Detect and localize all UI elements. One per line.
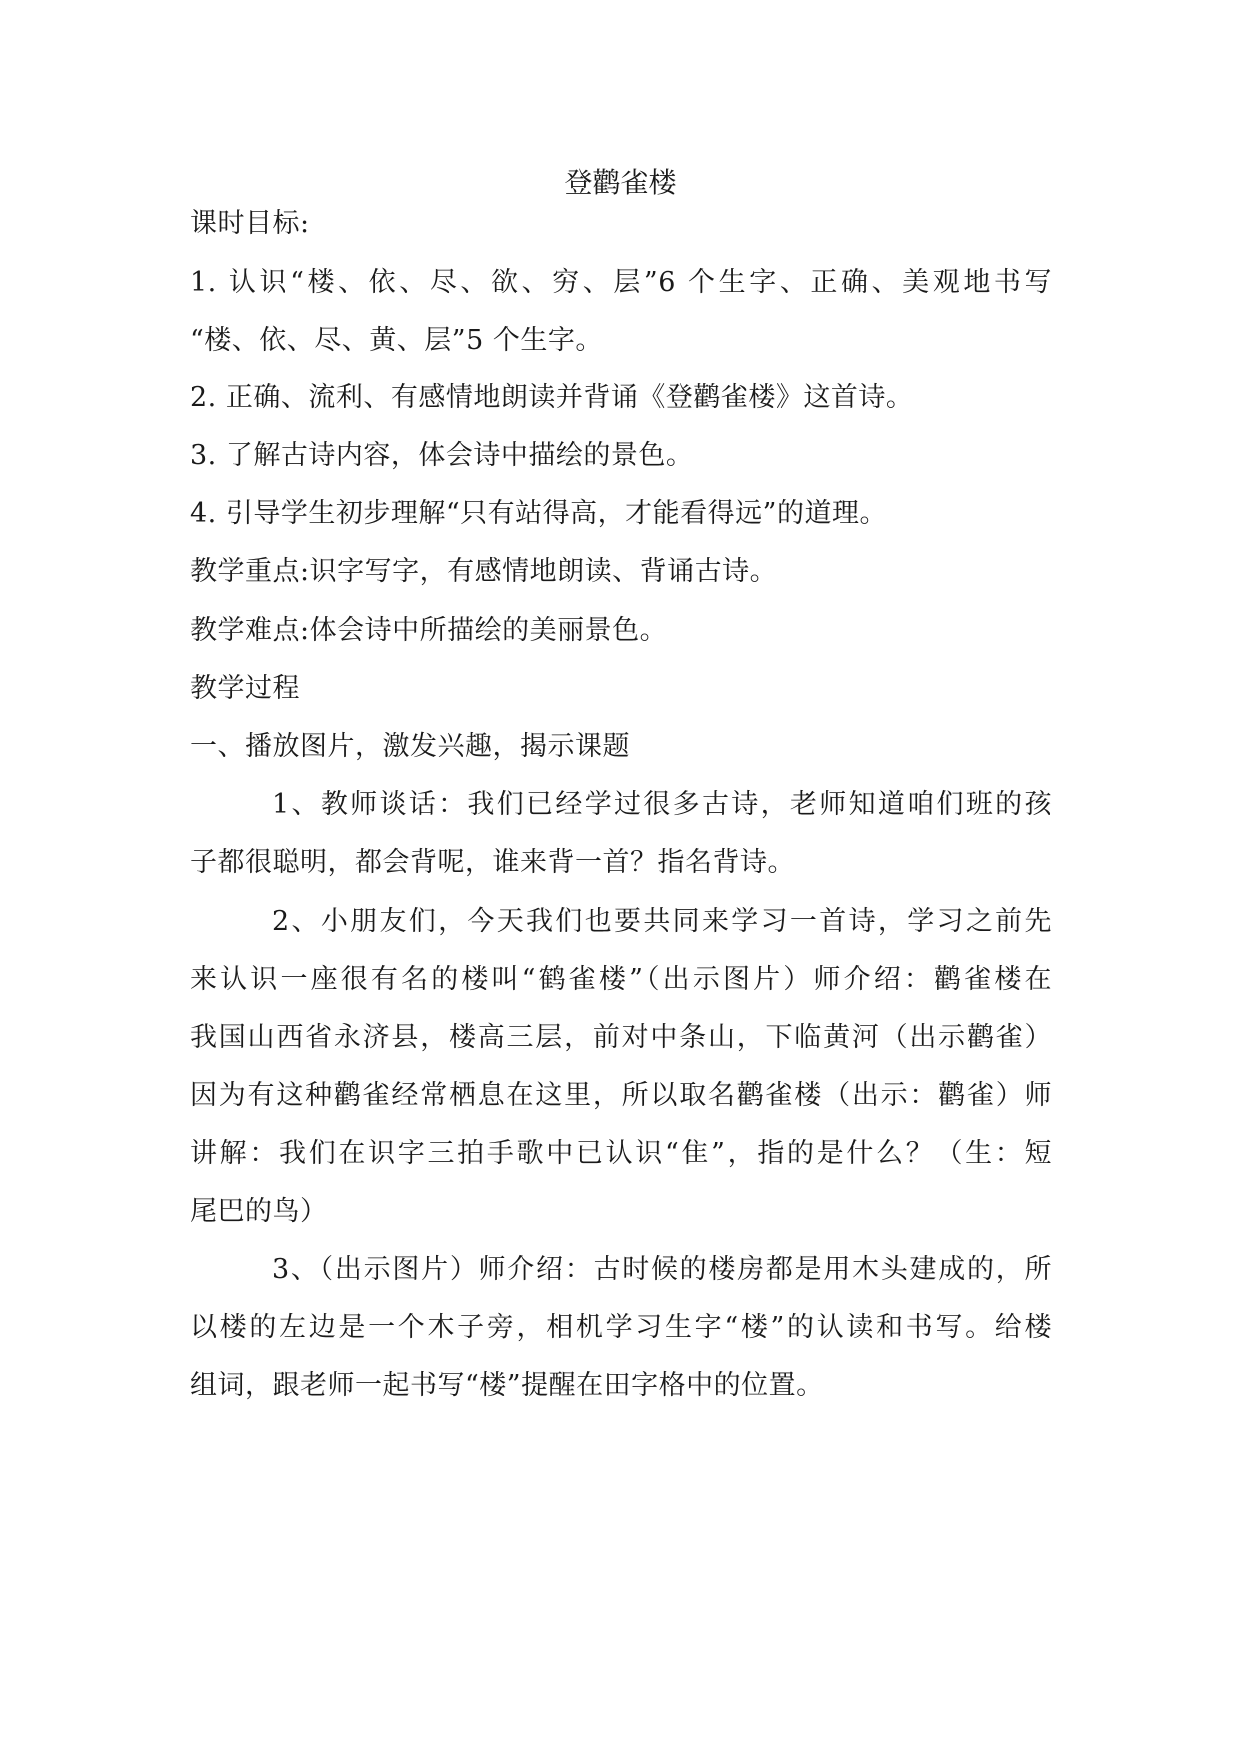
section-1-heading: 一、播放图片，激发兴趣，揭示课题 [190, 731, 630, 762]
page-title: 登鹳雀楼 [564, 166, 677, 199]
step-2-line-4: 因为有这种鹳雀经常栖息在这里，所以取名鹳雀楼（出示：鹳雀）师 [190, 1080, 1052, 1111]
step-2-line-6: 尾巴的鸟） [190, 1196, 328, 1227]
objective-1-line-1: 1. 认识“楼、依、尽、欲、穷、层”6 个生字、正确、美观地书写 [190, 267, 1052, 298]
objectives-heading: 课时目标: [190, 208, 310, 239]
step-2-line-1: 2、小朋友们，今天我们也要共同来学习一首诗，学习之前先 [272, 906, 1052, 937]
objective-4: 4. 引导学生初步理解“只有站得高，才能看得远”的道理。 [190, 498, 887, 529]
objective-2: 2. 正确、流利、有感情地朗读并背诵《登鹳雀楼》这首诗。 [190, 382, 914, 413]
step-2-line-3: 我国山西省永济县，楼高三层，前对中条山，下临黄河（出示鹳雀） [190, 1022, 1052, 1053]
step-3-line-2: 以楼的左边是一个木子旁，相机学习生字“楼”的认读和书写。给楼 [190, 1312, 1052, 1343]
step-3-line-1: 3、（出示图片）师介绍：古时候的楼房都是用木头建成的，所 [272, 1254, 1052, 1285]
difficulties: 教学难点:体会诗中所描绘的美丽景色。 [190, 615, 668, 646]
process-heading: 教学过程 [190, 673, 300, 704]
step-2-line-2: 来认识一座很有名的楼叫“鹤雀楼”（出示图片）师介绍：鹳雀楼在 [190, 964, 1052, 995]
step-1-line-1: 1、教师谈话：我们已经学过很多古诗，老师知道咱们班的孩 [272, 789, 1052, 820]
key-points: 教学重点:识字写字，有感情地朗读、背诵古诗。 [190, 556, 778, 587]
step-3-line-3: 组词，跟老师一起书写“楼”提醒在田字格中的位置。 [190, 1370, 824, 1401]
step-1-line-2: 子都很聪明，都会背呢，谁来背一首？指名背诗。 [190, 847, 795, 878]
objective-1-line-2: “楼、依、尽、黄、层”5 个生字。 [190, 325, 603, 356]
objective-3: 3. 了解古诗内容，体会诗中描绘的景色。 [190, 440, 694, 471]
step-2-line-5: 讲解：我们在识字三拍手歌中已认识“隹”，指的是什么？（生：短 [190, 1138, 1052, 1169]
